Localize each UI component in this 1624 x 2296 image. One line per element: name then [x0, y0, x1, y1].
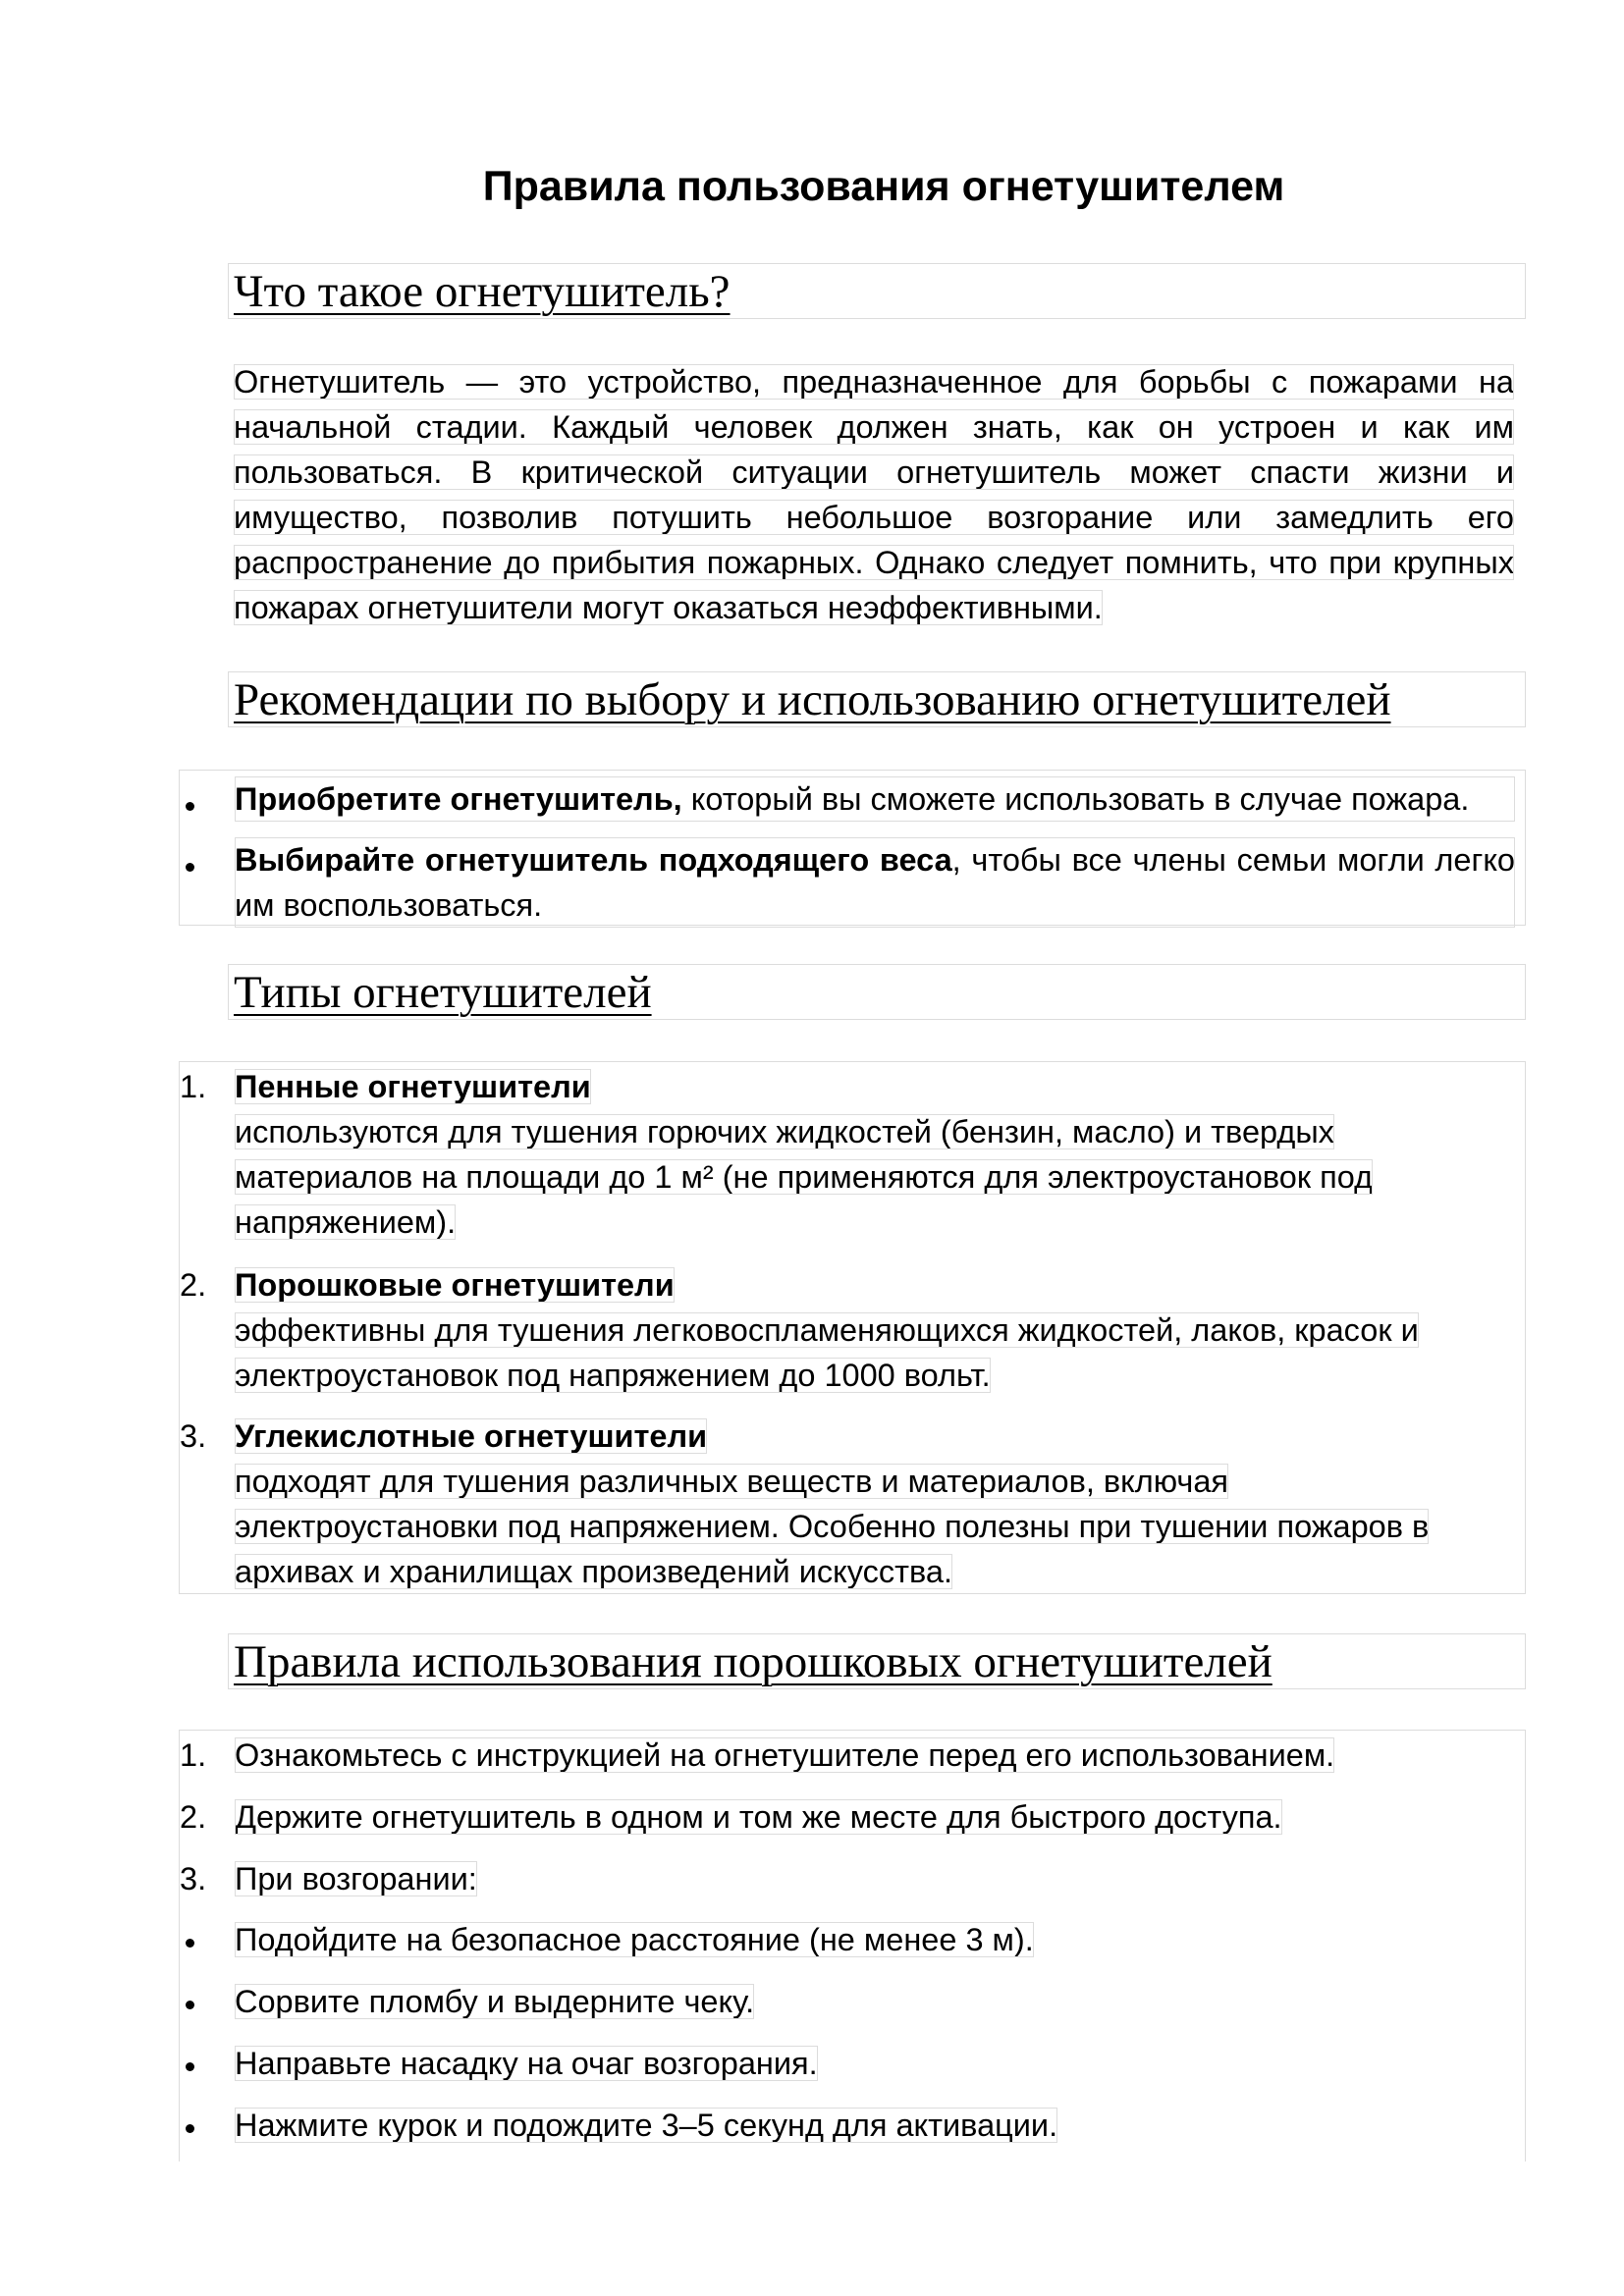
list-item-bold: Приобретите огнетушитель,: [235, 781, 682, 817]
bullet-icon: [186, 2124, 194, 2133]
type-description-line: материалов на площади до 1 м² (не применяются для электроустановок под: [235, 1159, 1374, 1195]
type-title: Порошковые огнетушители: [235, 1267, 675, 1303]
list-item-text: Направьте насадку на очаг возгорания.: [235, 2046, 818, 2081]
list-item-text: Ознакомьтесь с инструкцией на огнетушителе перед его использованием.: [235, 1737, 1335, 1773]
list-item-text: , чтобы все члены семьи могли легко им воспользоваться.: [235, 842, 1515, 923]
list-number: 3.: [180, 1418, 207, 1454]
type-description-line: подходят для тушения различных веществ и материалов, включая: [235, 1464, 1228, 1499]
list-number: 1.: [180, 1737, 207, 1773]
list-item-text: Держите огнетушитель в одном и том же месте для быстрого доступа.: [235, 1799, 1282, 1835]
list-number: 2.: [180, 1799, 207, 1835]
list-item-content: [235, 1262, 1515, 1398]
type-description-line: архивах и хранилищах произведений искусства.: [235, 1554, 952, 1589]
list-item-text: Подойдите на безопасное расстояние (не менее 3 м).: [235, 1922, 1034, 1957]
type-description-line: напряжением).: [235, 1204, 457, 1240]
list-number: 3.: [180, 1861, 207, 1896]
list-number: 2.: [180, 1267, 207, 1303]
list-item-text: который вы сможете использовать в случае пожара.: [681, 781, 1470, 817]
section-heading-powder-rules: Правила использования порошковых огнетушителей: [228, 1633, 1526, 1689]
list-item-content: [235, 1414, 1515, 1594]
type-description-line: эффективны для тушения легковоспламеняющихся жидкостей, лаков, красок и: [235, 1312, 1419, 1348]
page-title: Правила пользования огнетушителем: [482, 163, 1285, 210]
section-heading-recommendations: Рекомендации по выбору и использованию огнетушителей: [228, 671, 1526, 727]
types-list: [179, 1061, 1526, 1594]
list-item-text: Сорвите пломбу и выдерните чеку.: [235, 1984, 755, 2019]
recommendations-list: [179, 770, 1526, 926]
bullet-icon: [186, 1939, 194, 1948]
intro-paragraph: [234, 359, 1514, 630]
type-title: Углекислотные огнетушители: [235, 1418, 708, 1454]
type-description-line: используются для тушения горючих жидкостей (бензин, масло) и твердых: [235, 1114, 1334, 1149]
list-item-content: [235, 1064, 1515, 1245]
list-item-bold: Выбирайте огнетушитель подходящего веса: [235, 842, 952, 878]
type-title: Пенные огнетушители: [235, 1069, 591, 1104]
list-item-text: Нажмите курок и подождите 3–5 секунд для активации.: [235, 2108, 1058, 2143]
type-description-line: электроустановок под напряжением до 1000 вольт.: [235, 1358, 991, 1393]
bullet-icon: [186, 2001, 194, 2009]
bullet-icon: [186, 2062, 194, 2071]
list-item-text: При возгорании:: [235, 1861, 477, 1896]
section-heading-what-is: Что такое огнетушитель?: [228, 263, 1526, 319]
bullet-icon: [186, 802, 194, 811]
list-item-content: [235, 776, 1515, 822]
list-number: 1.: [180, 1069, 207, 1104]
type-description-line: электроустановки под напряжением. Особенно полезны при тушении пожаров в: [235, 1509, 1430, 1544]
list-item-content: [235, 837, 1515, 928]
intro-paragraph-text: Огнетушитель — это устройство, предназначенное для борьбы с пожарами на начальной стадии. Каждый человек должен знать, как он устроен и как им пользоваться. В критической ситуации огнетушитель может спасти жизни и имущество, позволив потушить небольшое возгорание или замедлить его распространение до прибытия пожарных. Однако следует помнить, что при крупных пожарах огнетушители могут оказаться неэффективными.: [234, 364, 1514, 625]
bullet-icon: [186, 863, 194, 872]
powder-rules-list: [179, 1730, 1526, 2162]
section-heading-types: Типы огнетушителей: [228, 964, 1526, 1020]
